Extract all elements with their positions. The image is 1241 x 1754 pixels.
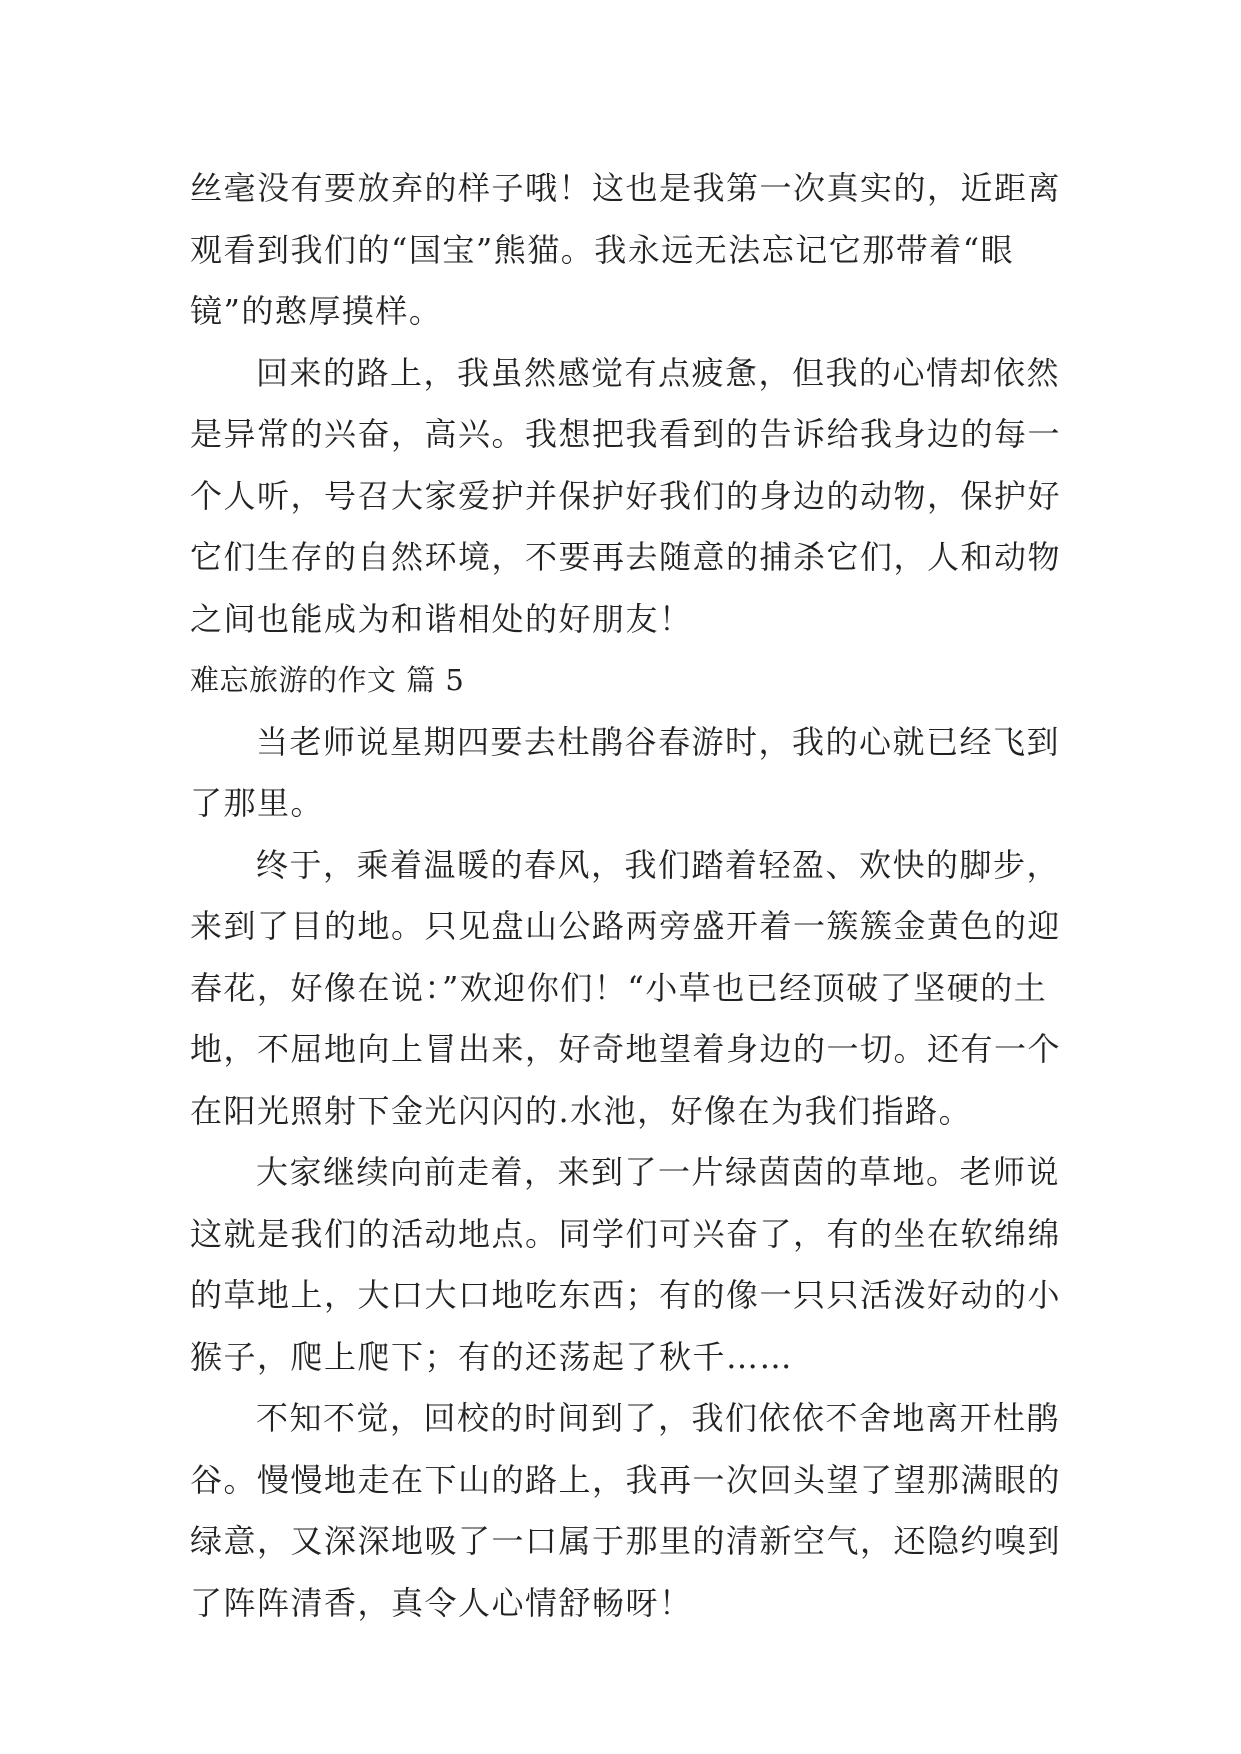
text-line: 地，不屈地向上冒出来，好奇地望着身边的一切。还有一个: [190, 1030, 1062, 1068]
document-body: [190, 158, 1062, 1634]
text-line: 丝毫没有要放弃的样子哦！这也是我第一次真实的，近距离: [190, 169, 1062, 207]
text-line: 绿意，又深深地吸了一口属于那里的清新空气，还隐约嗅到: [190, 1522, 1062, 1560]
text-line: 它们生存的自然环境，不要再去随意的捕杀它们，人和动物: [190, 538, 1062, 576]
paragraph-first-line: 终于，乘着温暖的春风，我们踏着轻盈、欢快的脚步，: [256, 845, 1061, 884]
section-heading: 难忘旅游的作文 篇 5: [190, 663, 465, 697]
text-line: 个人听，号召大家爱护并保护好我们的身边的动物，保护好: [190, 476, 1062, 515]
paragraph-first-line: 回来的路上，我虽然感觉有点疲惫，但我的心情却依然: [256, 353, 1061, 392]
paragraph-first-line: 大家继续向前走着，来到了一片绿茵茵的草地。老师说: [256, 1153, 1061, 1191]
text-line: 在阳光照射下金光闪闪的.水池，好像在为我们指路。: [190, 1091, 973, 1130]
text-line: 之间也能成为和谐相处的好朋友！: [190, 599, 693, 638]
text-line: 这就是我们的活动地点。同学们可兴奋了，有的坐在软绵绵: [190, 1214, 1062, 1253]
text-line: 观看到我们的“国宝”熊猫。我永远无法忘记它那带着“眼: [190, 230, 1015, 269]
text-line: 是异常的兴奋，高兴。我想把我看到的告诉给我身边的每一: [190, 415, 1062, 453]
text-line: 猴子，爬上爬下；有的还荡起了秋千……: [190, 1337, 794, 1376]
paragraph-first-line: 不知不觉，回校的时间到了，我们依依不舍地离开杜鹃: [256, 1399, 1061, 1437]
text-line: 镜”的憨厚摸样。: [190, 292, 443, 330]
text-line: 来到了目的地。只见盘山公路两旁盛开着一簇簇金黄色的迎: [190, 907, 1062, 945]
text-line: 春花，好像在说：”欢迎你们！“小草也已经顶破了坚硬的土: [190, 968, 1048, 1007]
text-line: 了那里。: [190, 784, 325, 822]
text-line: 谷。慢慢地走在下山的路上，我再一次回头望了望那满眼的: [190, 1460, 1062, 1499]
paragraph-first-line: 当老师说星期四要去杜鹃谷春游时，我的心就已经飞到: [256, 722, 1061, 761]
text-line: 了阵阵清香，真令人心情舒畅呀！: [190, 1583, 693, 1622]
text-line: 的草地上，大口大口地吃东西；有的像一只只活泼好动的小: [190, 1276, 1062, 1314]
